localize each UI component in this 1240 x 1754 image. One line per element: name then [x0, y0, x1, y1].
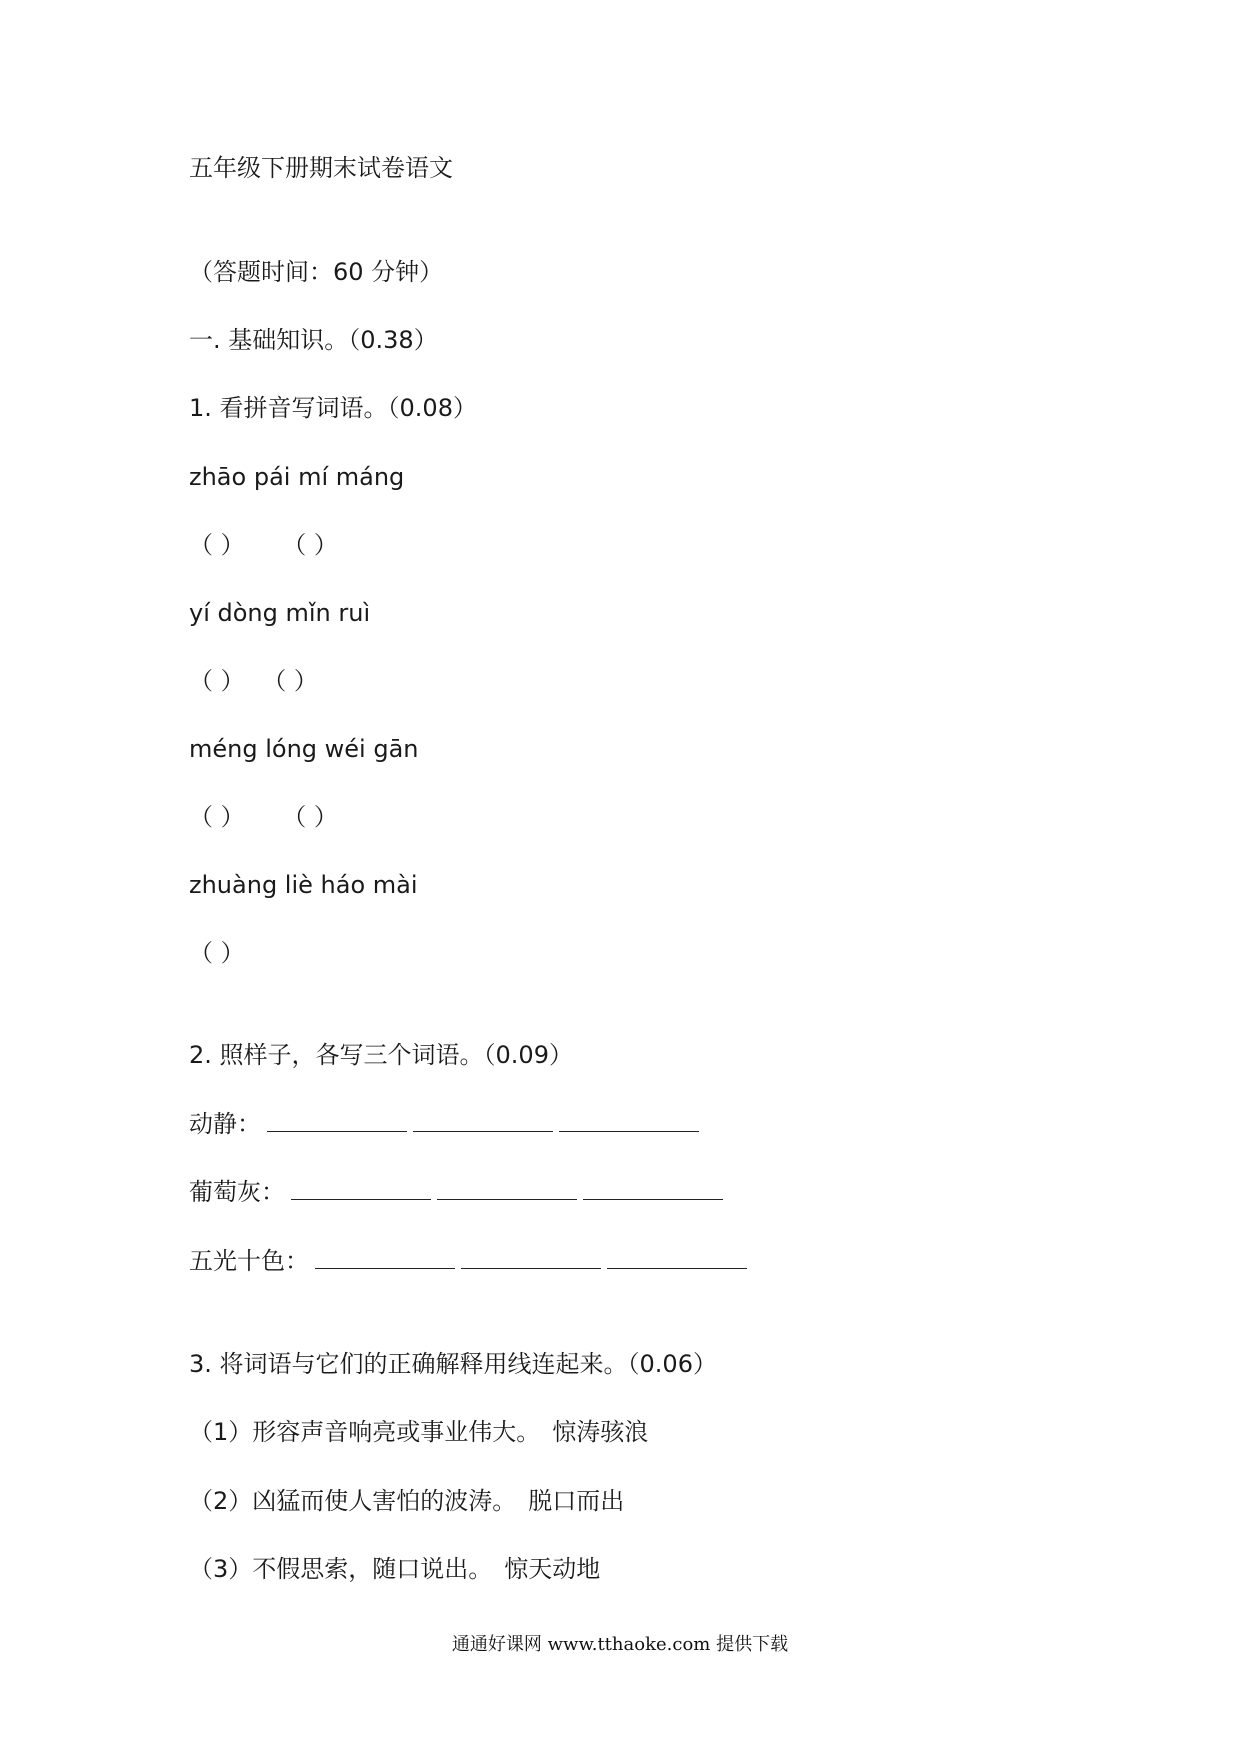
q1-pinyin-4: zhuàng liè háo mài: [189, 871, 418, 899]
q2-label: 葡萄灰：: [189, 1178, 285, 1206]
q3-row-2: [189, 1485, 624, 1517]
q3-heading: 3. 将词语与它们的正确解释用线连起来。（0.06）: [189, 1350, 717, 1378]
time-note: （答题时间：60 分钟）: [189, 258, 444, 286]
q1-answer-row-2: [189, 665, 318, 697]
fill-blank[interactable]: [413, 1109, 553, 1132]
q3-word: 惊涛骇浪: [552, 1418, 649, 1446]
section-1-heading: 一. 基础知识。（0.38）: [189, 326, 438, 354]
q3-word: 脱口而出: [528, 1487, 625, 1515]
q3-number: （3）: [189, 1555, 253, 1583]
q3-number: （2）: [189, 1487, 253, 1515]
footer-credit: 通通好课网 www.tthaoke.com 提供下载: [451, 1634, 789, 1655]
answer-blank[interactable]: （ ）: [189, 939, 245, 967]
q1-answer-row-3: [189, 801, 338, 833]
q2-label: 五光十色：: [189, 1247, 309, 1275]
fill-blank[interactable]: [267, 1109, 407, 1132]
q3-definition: 不假思索，随口说出。: [252, 1555, 493, 1583]
fill-blank[interactable]: [315, 1246, 455, 1269]
answer-blank[interactable]: （ ）: [189, 531, 245, 559]
answer-blank[interactable]: （ ）: [282, 803, 338, 831]
q3-row-3: [189, 1553, 600, 1585]
q1-pinyin-2: yí dòng mǐn ruì: [189, 599, 371, 627]
q3-definition: 凶猛而使人害怕的波涛。: [252, 1487, 517, 1515]
q1-pinyin-1: zhāo pái mí máng: [189, 463, 405, 491]
q3-number: （1）: [189, 1418, 253, 1446]
q2-row-2: [189, 1176, 723, 1208]
q2-row-3: [189, 1245, 747, 1277]
q1-answer-row-1: [189, 529, 338, 561]
q3-row-1: [189, 1416, 648, 1448]
q2-label: 动静：: [189, 1110, 261, 1138]
answer-blank[interactable]: （ ）: [262, 667, 318, 695]
fill-blank[interactable]: [291, 1177, 431, 1200]
q1-heading: 1. 看拼音写词语。（0.08）: [189, 394, 477, 422]
fill-blank[interactable]: [607, 1246, 747, 1269]
q3-word: 惊天动地: [504, 1555, 601, 1583]
page-title: 五年级下册期末试卷语文: [189, 154, 453, 182]
fill-blank[interactable]: [559, 1109, 699, 1132]
fill-blank[interactable]: [583, 1177, 723, 1200]
answer-blank[interactable]: （ ）: [189, 803, 245, 831]
fill-blank[interactable]: [461, 1246, 601, 1269]
fill-blank[interactable]: [437, 1177, 577, 1200]
q2-heading: 2. 照样子，各写三个词语。（0.09）: [189, 1041, 573, 1069]
q2-row-1: [189, 1108, 699, 1140]
q1-answer-row-4: [189, 937, 245, 969]
answer-blank[interactable]: （ ）: [282, 531, 338, 559]
q3-definition: 形容声音响亮或事业伟大。: [252, 1418, 541, 1446]
q1-pinyin-3: méng lóng wéi gān: [189, 735, 419, 763]
answer-blank[interactable]: （ ）: [189, 667, 245, 695]
